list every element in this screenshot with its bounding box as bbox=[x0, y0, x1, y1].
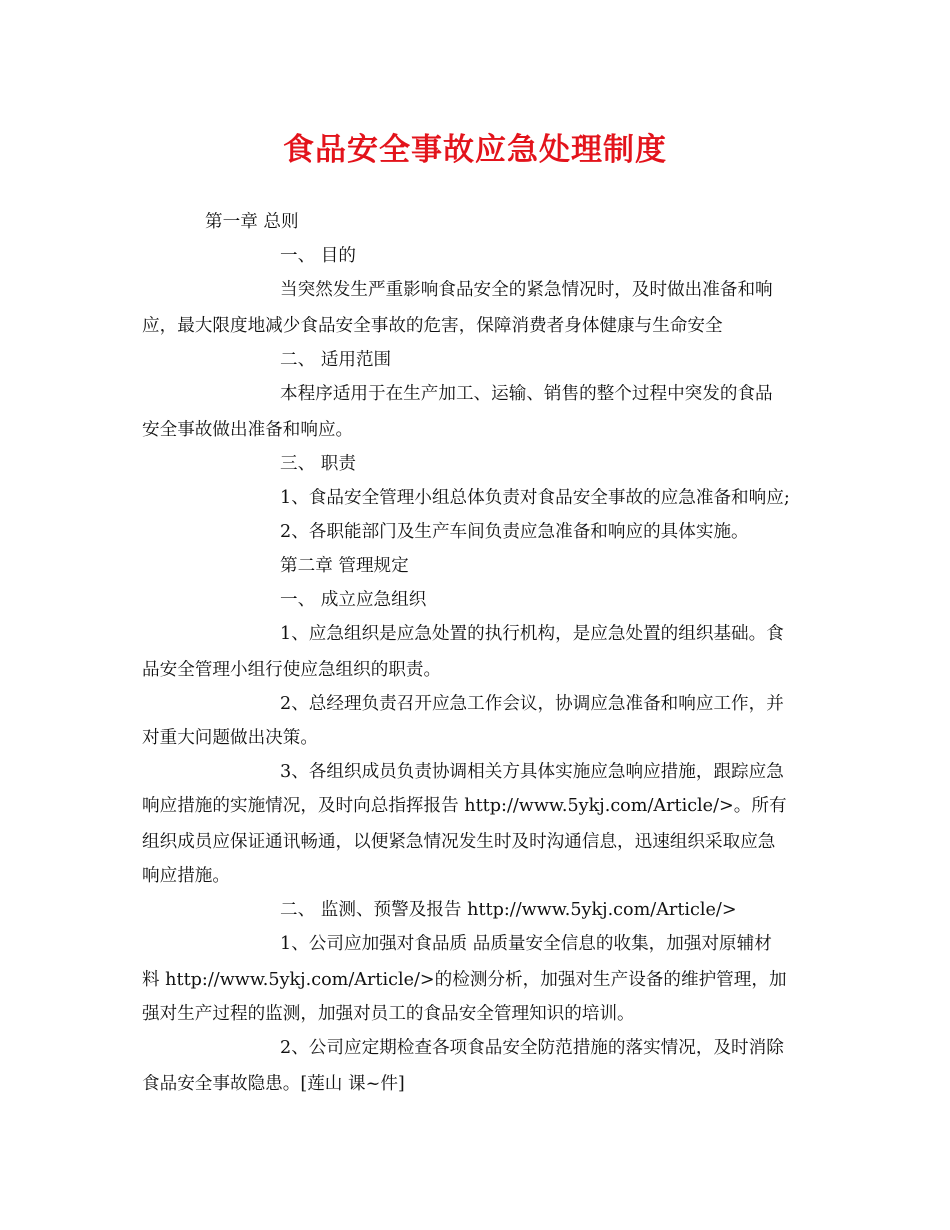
paragraph-line: 2、总经理负责召开应急工作会议，协调应急准备和响应工作，并 bbox=[280, 694, 784, 714]
paragraph-line: 品安全管理小组行使应急组织的职责。 bbox=[142, 660, 442, 680]
section-heading: 二、 适用范围 bbox=[280, 350, 392, 370]
section-heading: 一、 目的 bbox=[280, 246, 356, 266]
section-heading: 三、 职责 bbox=[280, 454, 356, 474]
paragraph-line: 响应措施的实施情况，及时向总指挥报告 http://www.5ykj.com/Article/>。所有 bbox=[142, 796, 787, 816]
paragraph-line: 食品安全事故隐患。[莲山 课~件] bbox=[142, 1074, 405, 1094]
paragraph-line: 料 http://www.5ykj.com/Article/>的检测分析，加强对生产设备的维护管理，加 bbox=[142, 970, 787, 990]
section-heading: 一、 成立应急组织 bbox=[280, 590, 427, 610]
document-title: 食品安全事故应急处理制度 bbox=[283, 132, 667, 168]
paragraph-line: 1、应急组织是应急处置的执行机构，是应急处置的组织基础。食 bbox=[280, 624, 784, 644]
section-heading: 二、 监测、预警及报告 http://www.5ykj.com/Article/> bbox=[280, 900, 737, 920]
paragraph-line: 强对生产过程的监测，加强对员工的食品安全管理知识的培训。 bbox=[142, 1004, 635, 1024]
chapter-heading: 第一章 总则 bbox=[205, 212, 299, 232]
paragraph-line: 应，最大限度地减少食品安全事故的危害，保障消费者身体健康与生命安全 bbox=[142, 316, 723, 336]
paragraph-line: 3、各组织成员负责协调相关方具体实施应急响应措施，跟踪应急 bbox=[280, 762, 784, 782]
chapter-heading: 第二章 管理规定 bbox=[280, 556, 409, 576]
paragraph-line: 1、公司应加强对食品质 品质量安全信息的收集，加强对原辅材 bbox=[280, 934, 772, 954]
paragraph-line: 2、公司应定期检查各项食品安全防范措施的落实情况，及时消除 bbox=[280, 1038, 784, 1058]
paragraph-line: 对重大问题做出决策。 bbox=[142, 728, 318, 748]
paragraph-line: 安全事故做出准备和响应。 bbox=[142, 420, 354, 440]
paragraph-line: 1、食品安全管理小组总体负责对食品安全事故的应急准备和响应; bbox=[280, 488, 790, 508]
paragraph-line: 组织成员应保证通讯畅通，以便紧急情况发生时及时沟通信息，迅速组织采取应急 bbox=[142, 832, 776, 852]
paragraph-line: 本程序适用于在生产加工、运输、销售的整个过程中突发的食品 bbox=[280, 384, 773, 404]
paragraph-line: 响应措施。 bbox=[142, 866, 230, 886]
paragraph-line: 2、各职能部门及生产车间负责应急准备和响应的具体实施。 bbox=[280, 522, 749, 542]
paragraph-line: 当突然发生严重影响食品安全的紧急情况时，及时做出准备和响 bbox=[280, 280, 773, 300]
